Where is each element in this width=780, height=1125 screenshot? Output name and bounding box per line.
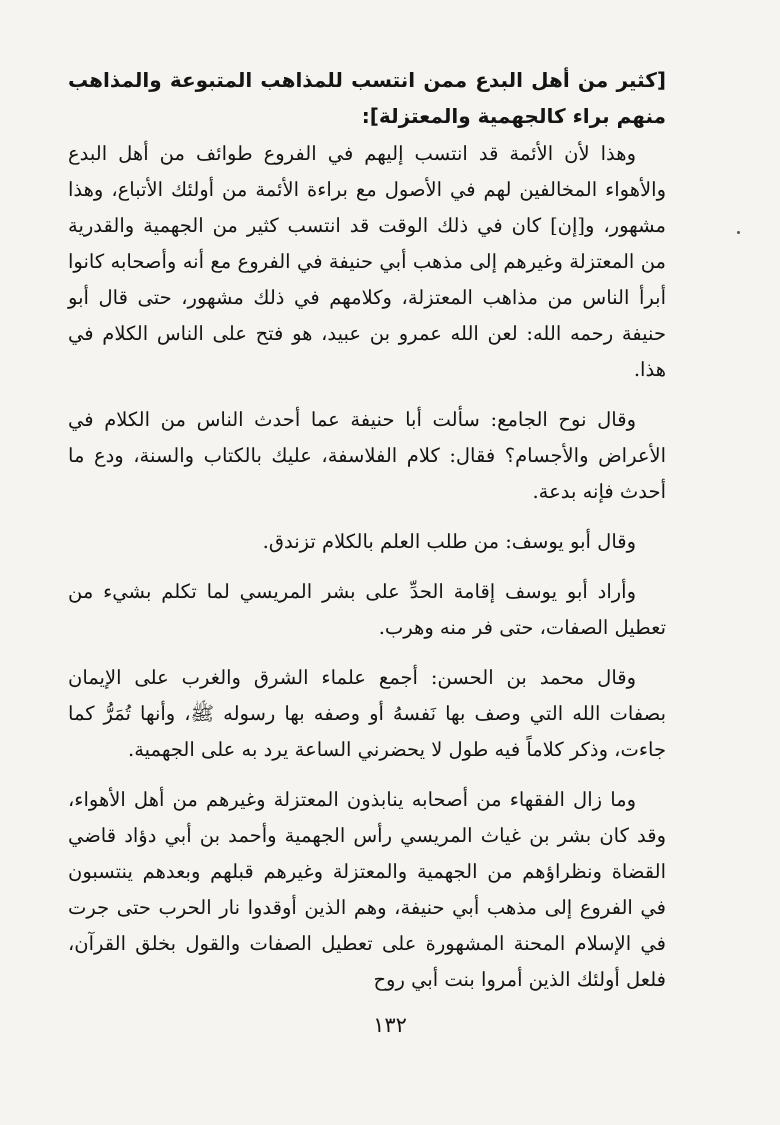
section-heading: [كثير من أهل البدع ممن انتسب للمذاهب المتبوعة والمذاهب منهم براء كالجهمية والمعتزلة]: — [68, 68, 666, 128]
paragraph-4: وأراد أبو يوسف إقامة الحدِّ على بشر المريسي لما تكلم بشيء من تعطيل الصفات، حتى فر منه وهرب. — [68, 580, 666, 639]
scan-speck — [737, 231, 740, 234]
paragraph-2: وقال نوح الجامع: سألت أبا حنيفة عما أحدث الناس من الكلام في الأعراض والأجسام؟ فقال: كلام الفلاسفة، عليك بالكتاب والسنة، ودع ما أحدث فإنه بدعة. — [68, 408, 666, 503]
page-number: ١٣٢ — [373, 1013, 407, 1037]
paragraph-3: وقال أبو يوسف: من طلب العلم بالكلام تزندق. — [262, 530, 636, 553]
paragraph-1: وهذا لأن الأئمة قد انتسب إليهم في الفروع طوائف من أهل البدع والأهواء المخالفين لهم في الأصول مع براءة الأئمة من أولئك الأتباع، وهذا مشهور، و[إن] كان في ذلك الوقت قد انتسب كثير من الجهمية والقدرية من المعتزلة وغيرهم إلى مذهب أبي حنيفة في الفروع مع أنه وأصحابه كانوا أبرأ الناس من مذاهب المعتزلة، وكلامهم في ذلك مشهور، حتى قال أبو حنيفة رحمه الله: لعن الله عمرو بن عبيد، هو فتح على الناس الكلام في هذا. — [68, 142, 666, 381]
paragraph-6: وما زال الفقهاء من أصحابه ينابذون المعتزلة وغيرهم من أهل الأهواء، وقد كان بشر بن غياث المريسي رأس الجهمية وأحمد بن أبي دؤاد قاضي القضاة ونظراؤهم من الجهمية والمعتزلة وغيرهم قبلهم وبعدهم ينتسبون في الفروع إلى مذهب أبي حنيفة، وهم الذين أوقدوا نار الحرب حتى جرت في الإسلام المحنة المشهورة على تعطيل الصفات والقول بخلق القرآن، فلعل أولئك الذين أمروا بنت أبي روح — [68, 788, 666, 991]
paragraph-5: وقال محمد بن الحسن: أجمع علماء الشرق والغرب على الإيمان بصفات الله التي وصف بها نَفسهُ أو وصفه بها رسوله ﷺ، وأنها تُمَرُّ كما جاءت، وذكر كلاماً فيه طول لا يحضرني الساعة يرد به على الجهمية. — [68, 666, 666, 761]
page-body — [68, 62, 666, 1012]
